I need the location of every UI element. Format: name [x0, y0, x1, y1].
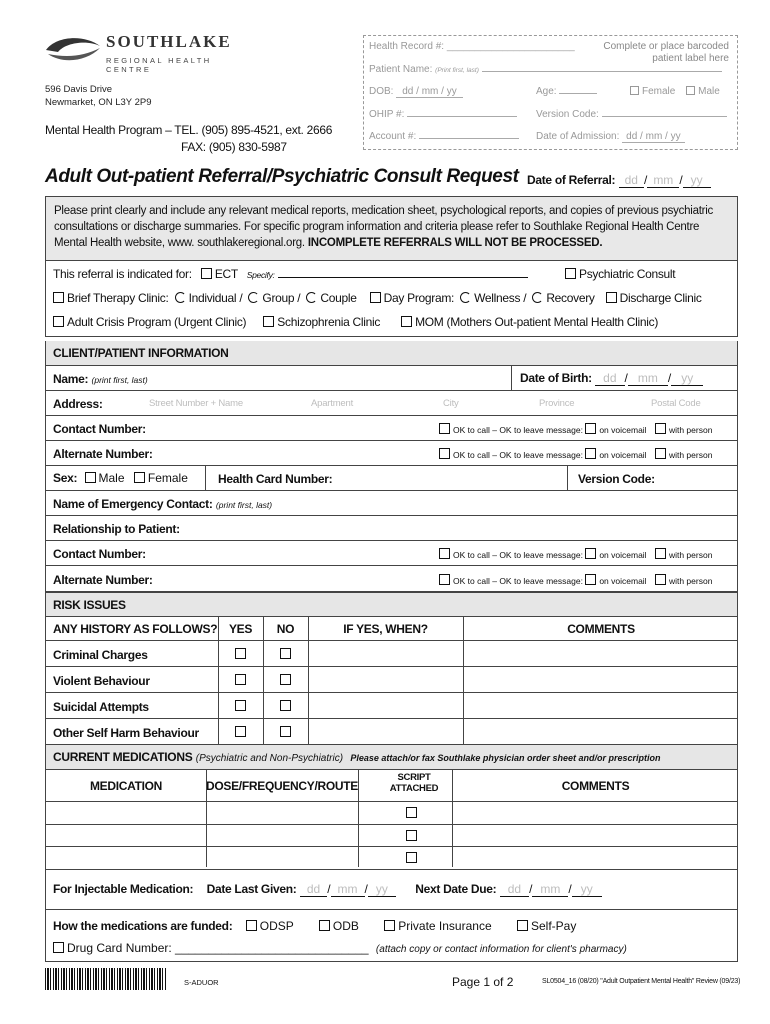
record-version-field[interactable] — [536, 109, 727, 120]
name-divider — [511, 366, 512, 390]
risk-title: RISK ISSUES — [53, 598, 126, 612]
med-row[interactable] — [46, 846, 737, 869]
odb-label: ODB — [332, 919, 359, 933]
em-voicemail-checkbox[interactable] — [585, 548, 596, 559]
selfharm-no-checkbox[interactable] — [280, 726, 291, 737]
selfpay-label: Self-Pay — [530, 919, 577, 933]
addr-apartment: Apartment — [311, 398, 354, 409]
record-version-line — [602, 116, 727, 117]
psych-consult-option — [565, 267, 675, 281]
record-sex-options — [630, 86, 720, 97]
mom-checkbox[interactable] — [401, 316, 412, 327]
admission-label: Date of Admission: — [536, 131, 620, 142]
record-male-label: Male — [698, 86, 720, 97]
last-given-yy: yy — [368, 882, 396, 897]
patient-name-label: Patient Name: — [369, 64, 433, 75]
couple-label: Couple — [320, 291, 357, 305]
script-attached-checkbox[interactable] — [406, 852, 417, 863]
instructions-box — [45, 196, 738, 261]
meds-col-script: SCRIPT ATTACHED — [389, 772, 439, 794]
emergency-row[interactable] — [46, 490, 737, 515]
risk-row — [46, 666, 737, 692]
crisis-label: Adult Crisis Program (Urgent Clinic) — [67, 315, 247, 329]
referral-options-box — [45, 261, 738, 337]
violent-yes-checkbox[interactable] — [235, 674, 246, 685]
meds-header — [46, 745, 737, 769]
account-label: Account #: — [369, 131, 417, 142]
risk-item-criminal: Criminal Charges — [53, 648, 148, 662]
referral-dd: dd — [619, 173, 644, 188]
psych-consult-label: Psychiatric Consult — [579, 267, 676, 281]
logo — [44, 32, 244, 74]
brief-therapy-checkbox[interactable] — [53, 292, 64, 303]
record-female-label: Female — [642, 86, 676, 97]
name-field[interactable] — [53, 372, 148, 386]
referral-row-3 — [53, 315, 658, 329]
funding-row — [46, 909, 737, 963]
age-label: Age: — [536, 86, 557, 97]
client-dob-yy: yy — [671, 371, 703, 386]
address-label: Address: — [53, 397, 103, 411]
schizo-label: Schizophrenia Clinic — [277, 315, 381, 329]
instructions-warning: INCOMPLETE REFERRALS WILL NOT BE PROCESSED. — [307, 237, 603, 249]
account-field[interactable] — [369, 131, 519, 142]
health-card-label[interactable]: Health Card Number: — [218, 472, 333, 486]
alt-ok-call: OK to call — [453, 450, 490, 460]
em-alt-ok-call: OK to call — [453, 576, 490, 586]
injectable-line: For Injectable Medication: Date Last Given: dd / mm / yy Next Date Due: dd / mm / yy — [53, 882, 602, 896]
contact-row[interactable] — [46, 415, 737, 440]
next-due-mm: mm — [532, 882, 568, 897]
risk-row — [46, 692, 737, 718]
account-line — [419, 138, 519, 139]
medications-section — [45, 745, 738, 962]
specify-line[interactable] — [278, 277, 528, 278]
sex-male-label: Male — [98, 471, 125, 485]
emergency-alternate-label: Alternate Number: — [53, 573, 153, 587]
em-alt-ok-msg: OK to leave message: — [499, 576, 583, 586]
em-alt-voicemail: on voicemail — [599, 576, 647, 586]
sex-female-checkbox[interactable] — [134, 472, 145, 483]
odsp-label: ODSP — [259, 919, 294, 933]
psych-consult-checkbox[interactable] — [565, 268, 576, 279]
sex-male-checkbox[interactable] — [85, 472, 96, 483]
form-code: S-ADUOR — [184, 978, 219, 987]
referral-yy: yy — [683, 173, 711, 188]
version-code-label[interactable]: Version Code: — [578, 472, 655, 486]
recovery-radio[interactable] — [532, 292, 543, 303]
em-alt-ok-call-checkbox[interactable] — [439, 574, 450, 585]
em-voicemail: on voicemail — [599, 550, 647, 560]
em-ok-call-checkbox[interactable] — [439, 548, 450, 559]
health-record-field[interactable]: Health Record #: _______________________ — [369, 41, 575, 52]
risk-item-self-harm: Other Self Harm Behaviour — [53, 726, 199, 740]
last-given-dd: dd — [300, 882, 327, 897]
addr-city: City — [443, 398, 459, 409]
specify-label: Specify: — [246, 270, 275, 280]
meds-title: CURRENT MEDICATIONS — [53, 750, 193, 764]
sex-divider — [205, 466, 206, 490]
next-due-yy: yy — [572, 882, 602, 897]
ect-label: ECT — [214, 267, 238, 281]
em-alt-person: with person — [668, 576, 713, 586]
version-divider — [567, 466, 568, 490]
sex-row — [46, 465, 737, 490]
referral-row-2 — [53, 291, 702, 305]
em-ok-call: OK to call — [453, 550, 490, 560]
discharge-label: Discharge Clinic — [619, 291, 702, 305]
org-name: SOUTHLAKE — [106, 32, 232, 51]
drug-card-label[interactable]: Drug Card Number: _____________________________ — [67, 941, 369, 955]
meds-note: Please attach/or fax Southlake physician order sheet and/or prescription — [350, 753, 661, 763]
contact-ok-msg: OK to leave message: — [499, 425, 583, 435]
group-label: Group / — [262, 291, 301, 305]
day-program-label: Day Program: — [383, 291, 455, 305]
patient-name-line — [482, 71, 722, 72]
alt-voicemail-checkbox[interactable] — [585, 448, 596, 459]
address-line1: 596 Davis Drive — [45, 84, 113, 95]
address-row[interactable] — [46, 390, 737, 415]
indicated-for-label: This referral is indicated for: — [53, 267, 192, 281]
meds-col-medication: MEDICATION — [89, 779, 163, 793]
individual-radio[interactable] — [175, 292, 186, 303]
patient-label-box — [363, 35, 738, 150]
em-person-checkbox[interactable] — [655, 548, 666, 559]
risk-item-violent: Violent Behaviour — [53, 674, 150, 688]
emergency-contact-row[interactable] — [46, 540, 737, 565]
emergency-hint: (print first, last) — [215, 500, 273, 510]
patient-name-hint: (Print first, last) — [435, 67, 479, 74]
name-row — [46, 365, 737, 390]
alternate-label: Alternate Number: — [53, 447, 153, 461]
addr-province: Province — [539, 398, 575, 409]
page-number: Page 1 of 2 — [452, 975, 514, 989]
meds-title-hint: (Psychiatric and Non-Psychiatric) — [195, 753, 344, 764]
injectable-label: For Injectable Medication: — [53, 882, 194, 896]
schizo-checkbox[interactable] — [263, 316, 274, 327]
crisis-checkbox[interactable] — [53, 316, 64, 327]
emergency-alternate-row[interactable] — [46, 565, 737, 592]
couple-radio[interactable] — [306, 292, 317, 303]
admission-format: dd / mm / yy — [622, 131, 684, 143]
client-dob-label: Date of Birth: — [520, 371, 592, 385]
sex-field — [53, 471, 188, 485]
alt-voicemail: on voicemail — [599, 450, 647, 460]
risk-section — [45, 592, 738, 745]
last-given-label[interactable]: Date Last Given: — [206, 882, 297, 896]
drug-card-line — [53, 941, 627, 955]
wellness-label: Wellness / — [474, 291, 527, 305]
em-ok-msg: OK to leave message: — [499, 550, 583, 560]
patient-name-field[interactable] — [369, 64, 722, 75]
next-due-dd: dd — [500, 882, 529, 897]
em-alt-options: OK to call – OK to leave message: on voicemail with person — [439, 574, 712, 586]
age-line — [559, 93, 597, 94]
next-due-label[interactable]: Next Date Due: — [415, 882, 497, 896]
selfharm-yes-checkbox[interactable] — [235, 726, 246, 737]
date-of-referral-label: Date of Referral: — [527, 173, 616, 187]
funding-label: How the medications are funded: — [53, 919, 233, 933]
private-label: Private Insurance — [398, 919, 492, 933]
page-title: Adult Out-patient Referral/Psychiatric Consult Request — [45, 166, 519, 187]
emergency-label: Name of Emergency Contact: — [53, 497, 213, 511]
referral-mm: mm — [647, 173, 679, 188]
med-row[interactable] — [46, 824, 737, 846]
contact-label: Contact Number: — [53, 422, 146, 436]
funding-line — [53, 919, 576, 933]
age-field[interactable] — [536, 86, 597, 97]
contact-ok-call-checkbox[interactable] — [439, 423, 450, 434]
contact-voicemail-checkbox[interactable] — [585, 423, 596, 434]
name-label: Name: — [53, 372, 89, 386]
risk-header — [46, 592, 737, 616]
risk-item-suicidal: Suicidal Attempts — [53, 700, 149, 714]
fax-line: FAX: (905) 830-5987 — [181, 140, 287, 154]
group-radio[interactable] — [248, 292, 259, 303]
meds-columns — [46, 769, 737, 801]
contact-options: OK to call – OK to leave message: on voicemail with person — [439, 423, 712, 435]
client-info-header — [46, 341, 737, 365]
referral-row-1 — [53, 267, 528, 281]
date-of-referral[interactable]: Date of Referral: dd / mm / yy — [527, 173, 711, 187]
brief-therapy-label: Brief Therapy Clinic: — [67, 291, 169, 305]
address-line2: Newmarket, ON L3Y 2P9 — [45, 97, 152, 108]
alt-ok-msg: OK to leave message: — [499, 450, 583, 460]
meds-title-line — [53, 750, 660, 764]
barcode-note: Complete or place barcoded patient label here — [603, 41, 729, 64]
risk-col-when: IF YES, WHEN? — [343, 622, 428, 636]
script-attached-checkbox[interactable] — [406, 807, 417, 818]
program-line: Mental Health Program – TEL. (905) 895-4521, ext. 2666 — [45, 123, 333, 137]
wellness-radio[interactable] — [460, 292, 471, 303]
risk-col-yes: YES — [228, 622, 253, 636]
contact-person: with person — [668, 425, 713, 435]
risk-columns — [46, 616, 737, 640]
ohip-label: OHIP #: — [369, 109, 405, 120]
script-attached-checkbox[interactable] — [406, 830, 417, 841]
em-person: with person — [668, 550, 713, 560]
meds-col-dose: DOSE/FREQUENCY/ROUTE — [206, 779, 359, 793]
instructions-text: Please print clearly and include any relevant medical reports, medication sheet, psychological reports, and copies of previous psychiatric consultations or discharge summaries. For specific program information and criteria please refer to Southlake Regional Health Centre Mental Health website, www. southlakeregional.org. — [54, 205, 714, 249]
addr-street: Street Number + Name — [149, 398, 243, 409]
org-subtitle: REGIONAL HEALTH CENTRE — [106, 56, 212, 74]
med-row[interactable] — [46, 801, 737, 824]
alt-person: with person — [668, 450, 713, 460]
sex-female-label: Female — [147, 471, 188, 485]
sex-label: Sex: — [53, 471, 78, 485]
contact-person-checkbox[interactable] — [655, 423, 666, 434]
criminal-yes-checkbox[interactable] — [235, 648, 246, 659]
emergency-contact-label: Contact Number: — [53, 547, 146, 561]
odsp-checkbox[interactable] — [246, 920, 257, 931]
last-given-mm: mm — [331, 882, 365, 897]
name-hint: (print first, last) — [91, 375, 148, 385]
drug-card-note: (attach copy or contact information for client's pharmacy) — [375, 944, 627, 955]
contact-ok-call: OK to call — [453, 425, 490, 435]
client-dob-dd: dd — [595, 371, 624, 386]
alt-ok-call-checkbox[interactable] — [439, 448, 450, 459]
alternate-options: OK to call – OK to leave message: on voicemail with person — [439, 448, 712, 460]
criminal-no-checkbox[interactable] — [280, 648, 291, 659]
client-dob-mm: mm — [628, 371, 668, 386]
alternate-row[interactable] — [46, 440, 737, 465]
addr-postal: Postal Code — [651, 398, 701, 409]
private-checkbox[interactable] — [384, 920, 395, 931]
discharge-checkbox[interactable] — [606, 292, 617, 303]
record-female-checkbox[interactable] — [630, 86, 639, 95]
risk-row — [46, 640, 737, 666]
southlake-logo-icon — [44, 34, 102, 64]
injectable-row — [46, 869, 737, 909]
dob-label: DOB: — [369, 86, 394, 97]
drug-card-checkbox[interactable] — [53, 942, 64, 953]
emergency-field — [53, 497, 272, 511]
selfpay-checkbox[interactable] — [517, 920, 528, 931]
contact-voicemail: on voicemail — [599, 425, 647, 435]
em-alt-person-checkbox[interactable] — [655, 574, 666, 585]
em-contact-options: OK to call – OK to leave message: on voicemail with person — [439, 548, 712, 560]
risk-col-no: NO — [276, 622, 295, 636]
client-dob-field[interactable]: Date of Birth: dd / mm / yy — [520, 371, 703, 385]
violent-no-checkbox[interactable] — [280, 674, 291, 685]
admission-field[interactable] — [536, 131, 685, 142]
mom-label: MOM (Mothers Out-patient Mental Health Clinic) — [415, 315, 659, 329]
risk-row — [46, 718, 737, 745]
risk-col-history: ANY HISTORY AS FOLLOWS? — [53, 622, 218, 636]
dob-field[interactable] — [369, 86, 463, 97]
suicidal-no-checkbox[interactable] — [280, 700, 291, 711]
em-alt-voicemail-checkbox[interactable] — [585, 574, 596, 585]
risk-col-comments: COMMENTS — [567, 622, 635, 636]
dob-format: dd / mm / yy — [396, 86, 462, 98]
individual-label: Individual / — [188, 291, 243, 305]
recovery-label: Recovery — [546, 291, 595, 305]
day-program-checkbox[interactable] — [370, 292, 381, 303]
alt-person-checkbox[interactable] — [655, 448, 666, 459]
relationship-label: Relationship to Patient: — [53, 522, 180, 536]
relationship-row[interactable] — [46, 515, 737, 540]
ohip-field[interactable] — [369, 109, 517, 120]
revision-note: SL0504_16 (08/20) "Adult Outpatient Mental Health" Review (09/23) — [542, 978, 741, 985]
record-version-label: Version Code: — [536, 109, 599, 120]
odb-checkbox[interactable] — [319, 920, 330, 931]
client-info-title: CLIENT/PATIENT INFORMATION — [53, 346, 229, 360]
record-male-checkbox[interactable] — [686, 86, 695, 95]
barcode — [45, 968, 167, 990]
suicidal-yes-checkbox[interactable] — [235, 700, 246, 711]
ect-checkbox[interactable] — [201, 268, 212, 279]
meds-col-comments: COMMENTS — [561, 779, 630, 793]
ohip-line — [407, 116, 517, 117]
client-info-section — [45, 341, 738, 592]
